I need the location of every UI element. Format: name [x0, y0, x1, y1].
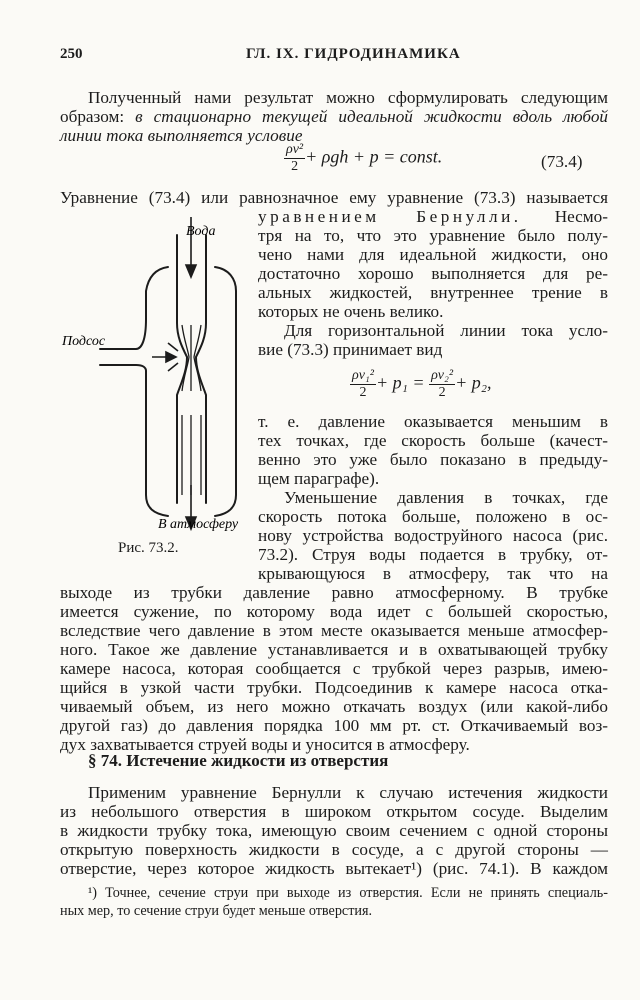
para2-line4: чено нами для идеальной жидкости, оно [258, 245, 608, 264]
figure-73-2 [60, 205, 255, 560]
para2-line2-rest: Несмо- [521, 207, 609, 226]
arrows [152, 217, 196, 529]
para4-line2: тех точках, где скорость больше (качест- [258, 431, 608, 450]
formula1-fraction [284, 142, 305, 175]
para6-line3: в жидкости трубку тока, имеющую своим сечением с одной стороны [60, 821, 608, 840]
para6-line5: отверстие, через которое жидкость вытекает¹) (рис. 74.1). В каждом [60, 859, 608, 878]
para5-line8: вследствие чего давление в этом месте оказывается меньше атмосфер- [60, 621, 608, 640]
para6-line2: из небольшого отверстия в широком открытом сосуде. Выделим [60, 802, 608, 821]
footnote-line1: ¹) Точнее, сечение струи при выходе из отверстия. Если не принять специаль- [88, 885, 608, 901]
footnote-line2: ных мер, то сечение струи будет меньше отверстия. [60, 903, 373, 919]
bernoulli-term: уравнением Бернулли. [258, 207, 522, 226]
para2-line2 [258, 207, 608, 227]
para5-line12: чиваемый объем, из него можно откачать воздух (или какой-либо [60, 697, 608, 716]
para5-line1: Уменьшение давления в точках, где [284, 488, 608, 507]
para2-line3: тря на то, что это уравнение было полу- [258, 226, 608, 245]
formula1-numerator: ρv² [286, 142, 304, 157]
para4-line4: щем параграфе). [258, 469, 380, 488]
para3-line1: Для горизонтальной линии тока усло- [284, 321, 608, 340]
para6-line4: открытую поверхность жидкости в сосуде, а с другой стороны — [60, 840, 608, 859]
para5-line5: крывающуюся в атмосферу, так что на [258, 564, 608, 583]
arrow-diag-2 [168, 363, 178, 371]
chamber-upper-left [146, 267, 168, 319]
label-suction: Подсос [62, 334, 106, 349]
inlet-upper-wall [100, 319, 146, 349]
formula-horizontal [350, 368, 491, 401]
running-title: ГЛ. IX. ГИДРОДИНАМИКА [246, 46, 461, 62]
para5-line11: щийся в узкой части трубки. Подсоединив к камере насоса отка- [60, 678, 608, 697]
arrow-water-in-head [186, 265, 196, 277]
pump-drawing [100, 235, 236, 516]
para5-line2: скорость потока больше, положено в ос- [258, 507, 608, 526]
formula2-den2: 2 [438, 385, 446, 400]
para6-line1: Применим уравнение Бернулли к случаю истечения жидкости [88, 783, 608, 802]
label-atmosphere: В атмосферу [158, 517, 239, 532]
chamber-lower-left [146, 371, 168, 516]
para3-line2: вие (73.3) принимает вид [258, 340, 443, 359]
para5-line6: выходе из трубки давление равно атмосферному. В трубке [60, 583, 608, 602]
formula2-fraction2 [429, 368, 455, 401]
para2-line5: достаточно хорошо выполняется для ре- [258, 264, 608, 283]
formula2-fraction1 [350, 368, 376, 401]
formula2-mid: + p₁ = [376, 372, 425, 393]
section-74-title: § 74. Истечение жидкости из отверстия [88, 751, 389, 770]
para5-line9: ного. Такое же давление устанавливается и в охватывающей трубку [60, 640, 608, 659]
formula1-rest: + ρgh + p = const. [305, 146, 443, 167]
para1-line2-normal: образом: [60, 107, 136, 126]
formula2-end: + p₂, [455, 372, 492, 393]
para1-line2 [60, 107, 608, 127]
formula2-num2: ρv₂² [431, 368, 454, 383]
para5-line14: дух захватывается струей воды и уносится в атмосферу. [60, 735, 470, 754]
para1-line2-italic: в стационарно текущей идеальной жидкости вдоль любой [135, 107, 609, 126]
arrow-suction-head [166, 352, 176, 362]
arrow-diag-1 [168, 343, 178, 351]
formula1-denominator: 2 [291, 159, 299, 174]
formula2-num1: ρv₁² [352, 368, 374, 383]
para4-line1: т. е. давление оказывается меньшим в [258, 412, 608, 431]
figure-caption: Рис. 73.2. [118, 540, 179, 556]
para5-line10: камере насоса, которая сообщается с трубкой через разрыв, имею- [60, 659, 608, 678]
para4-line3: венно это уже было показано в предыду- [258, 450, 608, 469]
formula2-den1: 2 [359, 385, 367, 400]
chamber-right [215, 267, 236, 516]
page-number: 250 [60, 46, 83, 62]
stream-lines-lower [182, 415, 201, 495]
para1-line3: линии тока выполняется условие [60, 126, 303, 145]
label-water: Вода [186, 224, 216, 239]
para5-line7: имеется сужение, по которому вода идет с большей скоростью, [60, 602, 608, 621]
para2-line6: альных жидкостей, внутреннее трение в [258, 283, 608, 302]
formula1-label: (73.4) [541, 152, 583, 171]
para5-line4: 73.2). Струя воды подается в трубку, от- [258, 545, 608, 564]
para5-line3: нову устройства водоструйного насоса (рис. [258, 526, 608, 545]
formula-73-4 [284, 142, 442, 175]
para2-line7: которых не очень велико. [258, 302, 444, 321]
para2-line1: Уравнение (73.4) или равнозначное ему уравнение (73.3) называется [60, 188, 608, 207]
para1-line1: Полученный нами результат можно сформулировать следующим [88, 88, 608, 107]
inlet-lower-wall [100, 365, 146, 371]
para5-line13: другой газ) до давления порядка 100 мм рт. ст. Откачиваемый воз- [60, 716, 608, 735]
